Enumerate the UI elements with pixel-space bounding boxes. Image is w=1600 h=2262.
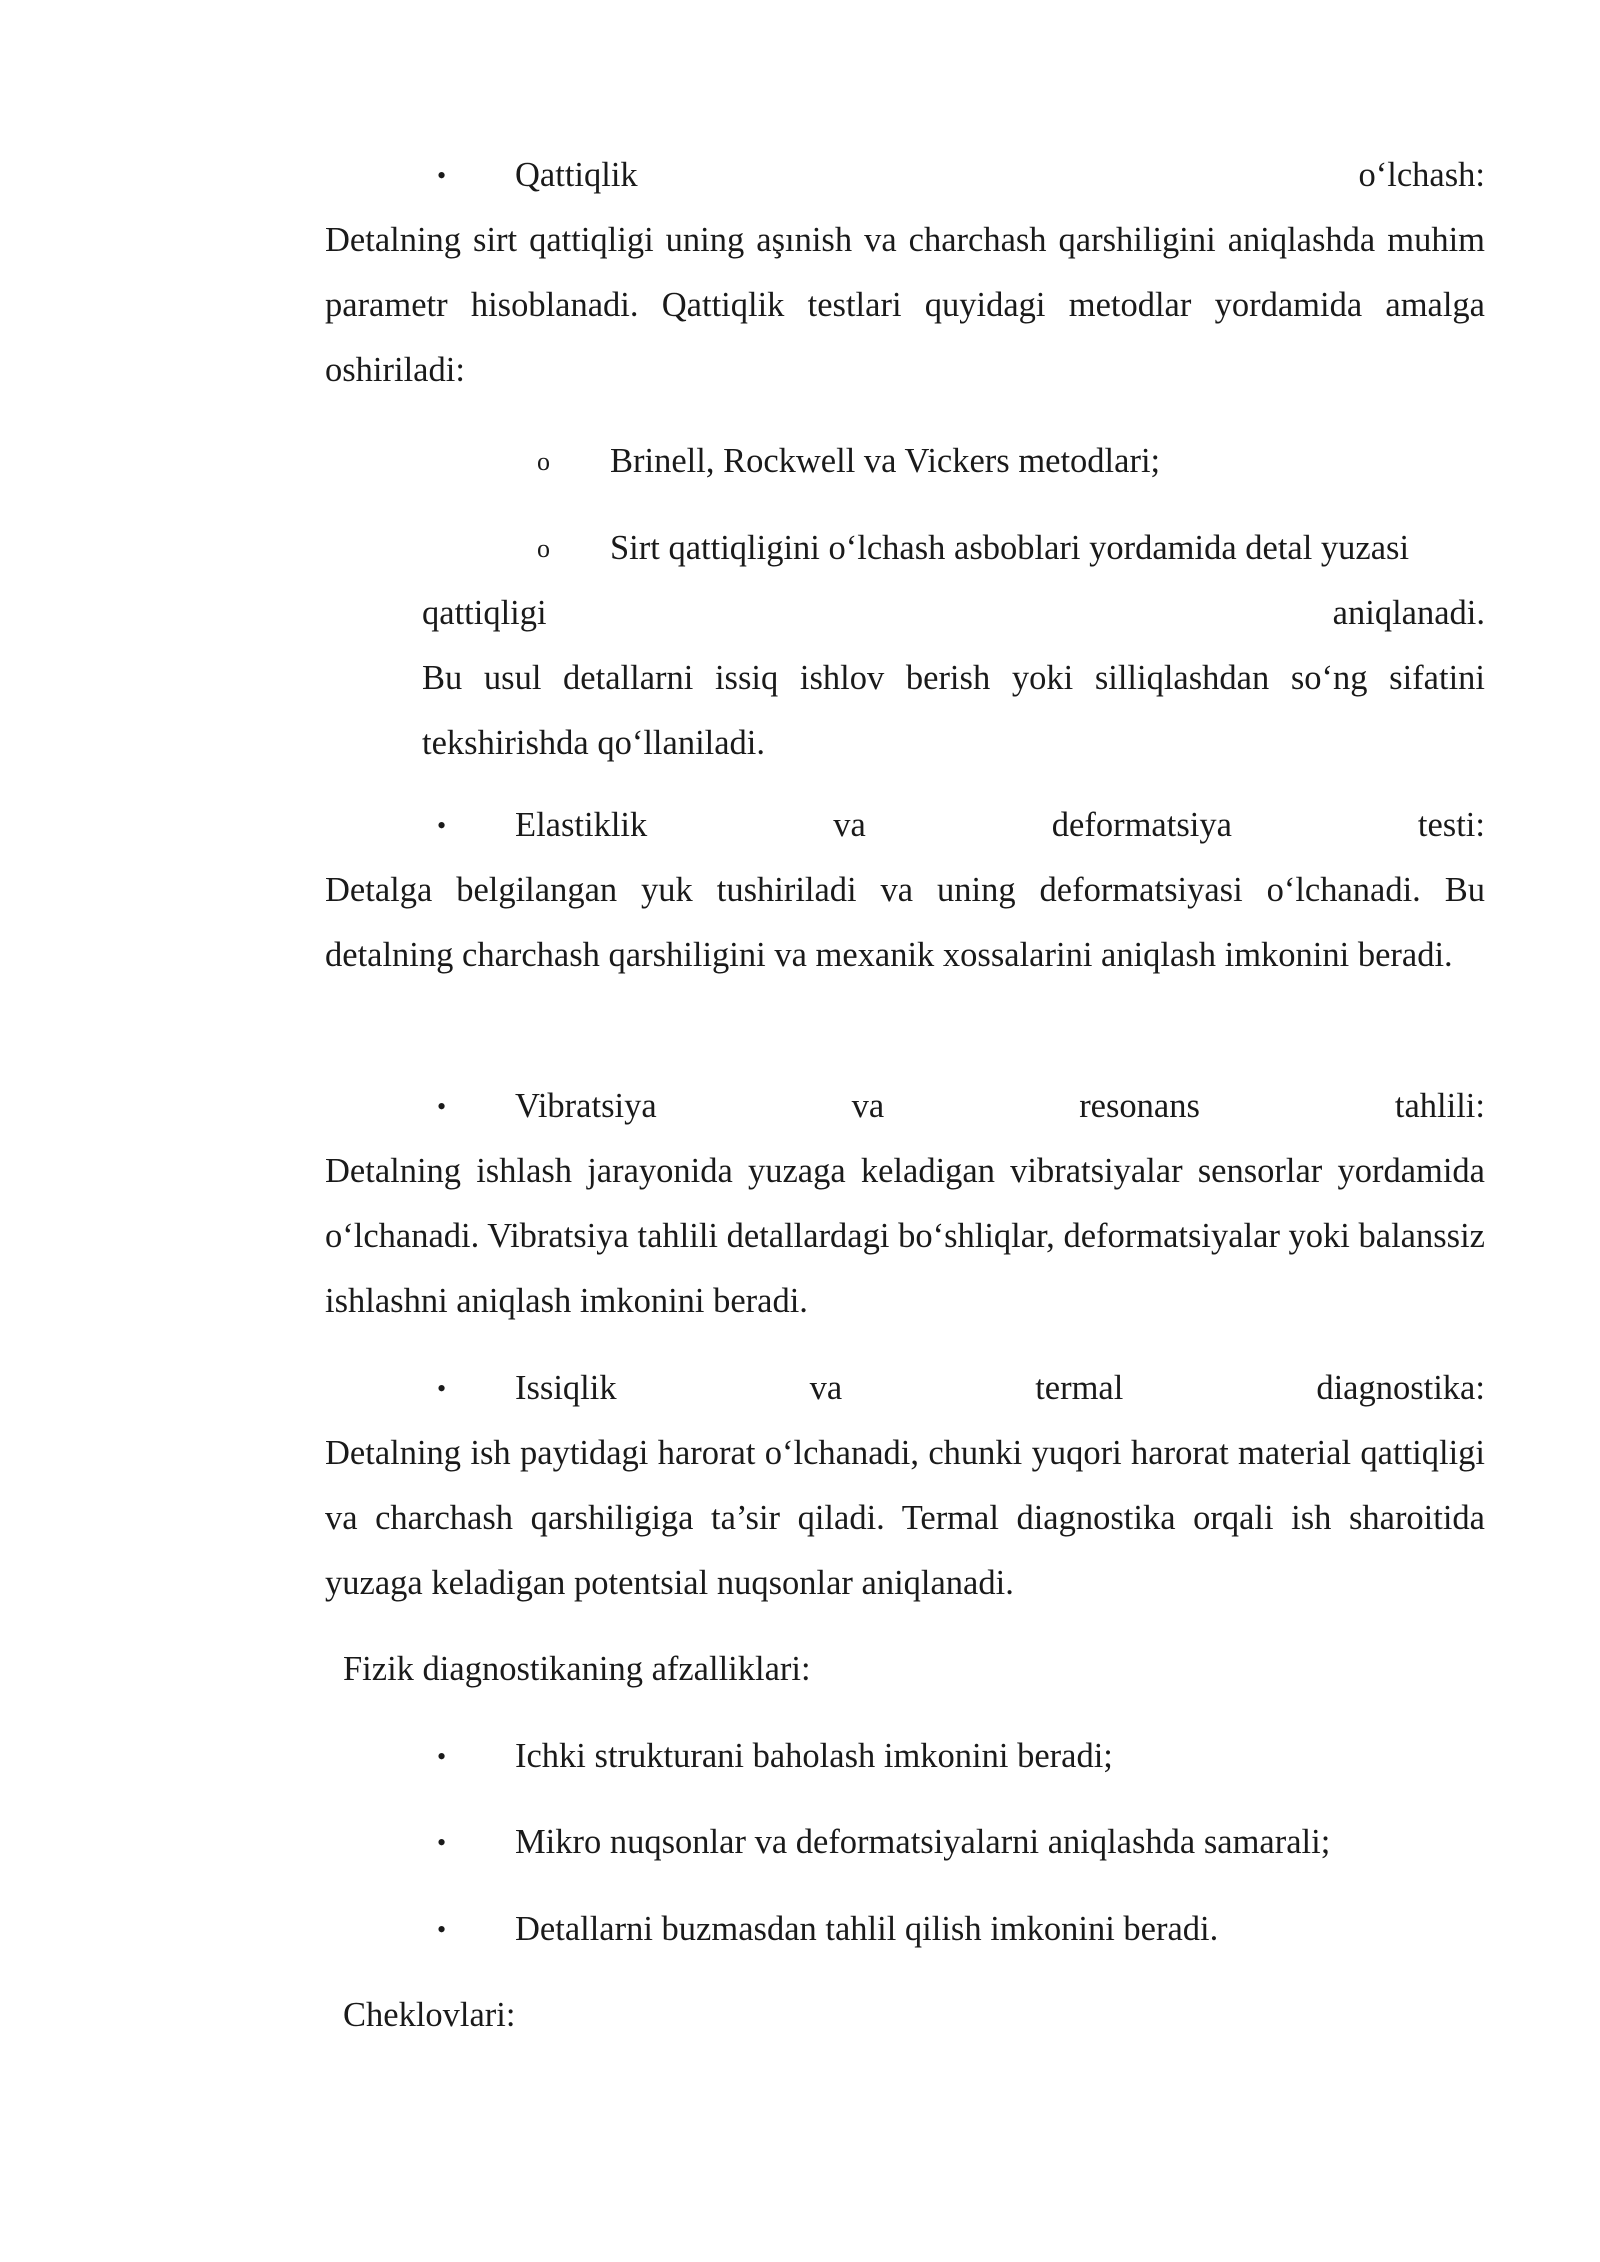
sub-item-rest: Bu usul detallarni issiq ishlov berish yoki silliqlashdan so‘ng sifatini tekshirishda qo‘llaniladi. [422,659,1485,762]
heading-word: Elastiklik [515,806,648,844]
heading-word: o‘lchash: [1358,156,1485,194]
item-heading [515,143,1485,208]
advantage-item [325,1724,1485,1789]
list-item-elasticity [325,793,1485,988]
advantages-heading: Fizik diagnostikaning afzalliklari: [343,1650,811,1688]
sub-item-text: Brinell, Rockwell va Vickers metodlari; [610,442,1161,480]
item-description: Detalga belgilangan yuk tushiriladi va uning deformatsiyasi o‘lchanadi. Bu detalning charchash qarshiligini va mexanik xossalarini aniqlash imkonini beradi. [325,871,1485,974]
sub-item-word: aniqlanadi. [1332,594,1485,632]
heading-word: termal [1035,1369,1124,1407]
bullet-icon: • [437,161,447,190]
advantage-text: Mikro nuqsonlar va deformatsiyalarni aniqlashda samarali; [515,1823,1331,1861]
bullet-icon: • [437,1092,447,1121]
advantage-text: Ichki strukturani baholash imkonini beradi; [515,1737,1113,1775]
circle-bullet-icon: o [537,534,550,563]
sub-list-item-methods [325,429,1485,494]
heading-word: va [833,806,866,844]
list-item-vibration [325,1074,1485,1334]
heading-word: deformatsiya [1051,806,1232,844]
list-item-thermal [325,1356,1485,1616]
heading-word: Vibratsiya [515,1087,657,1125]
item-description: Detalning sirt qattiqligi uning aşınish va charchash qarshiligini aniqlashda muhim parametr hisoblanadi. Qattiqlik testlari quyidagi metodlar yordamida amalga oshiriladi: [325,221,1485,389]
heading-word: testi: [1417,806,1485,844]
heading-word: diagnostika: [1316,1369,1485,1407]
heading-word: va [809,1369,843,1407]
sub-item-word: qattiqligi [422,594,547,632]
heading-word: va [851,1087,885,1125]
bullet-icon: • [437,1915,447,1944]
circle-bullet-icon: o [537,447,550,476]
sub-item-first-line [610,516,1485,581]
bullet-icon: • [437,1374,447,1403]
heading-word: resonans [1079,1087,1200,1125]
heading-word: Qattiqlik [515,156,638,194]
advantage-item [325,1897,1485,1962]
sub-item-first-line-text: Sirt qattiqligini o‘lchash asboblari yordamida detal yuzasi [610,529,1410,567]
bullet-icon: • [437,1742,447,1771]
bullet-icon: • [437,811,447,840]
heading-word: tahlili: [1394,1087,1485,1125]
list-item-hardness [325,143,1485,403]
heading-word: Issiqlik [515,1369,617,1407]
sub-item-second-line [422,581,1485,646]
bullet-icon: • [437,1828,447,1857]
advantage-text: Detallarni buzmasdan tahlil qilish imkonini beradi. [515,1910,1219,1948]
item-heading [515,793,1485,858]
advantage-item [325,1810,1485,1875]
limitations-heading: Cheklovlari: [343,1996,516,2034]
item-heading [515,1356,1485,1421]
item-description: Detalning ishlash jarayonida yuzaga keladigan vibratsiyalar sensorlar yordamida o‘lchanadi. Vibratsiya tahlili detallardagi bo‘shliqlar, deformatsiyalar yoki balanssiz ishlashni aniqlash imkonini beradi. [325,1152,1485,1320]
item-heading [515,1074,1485,1139]
sub-list-item-surface-hardness [325,516,1485,776]
item-description: Detalning ish paytidagi harorat o‘lchanadi, chunki yuqori harorat material qattiqligi va charchash qarshiligiga ta’sir qiladi. Termal diagnostika orqali ish sharoitida yuzaga keladigan potentsial nuqsonlar aniqlanadi. [325,1434,1485,1602]
